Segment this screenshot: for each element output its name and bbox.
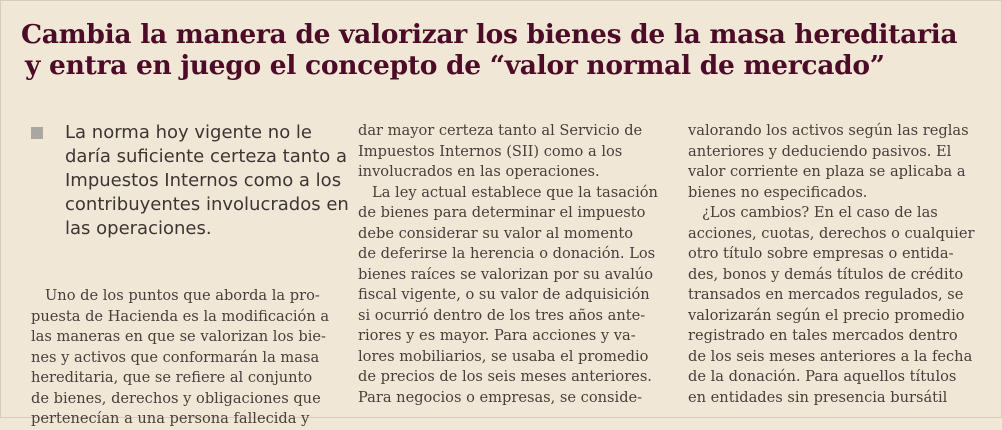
lead-line: Impuestos Internos como a los: [65, 170, 342, 191]
column-3-text: [688, 121, 1002, 408]
body-line: hereditaria, que se refiere al conjunto: [31, 369, 313, 386]
body-line: des, bonos y demás títulos de crédito: [688, 265, 964, 283]
body-line: lores mobiliarios, se usaba el promedio: [358, 347, 649, 365]
article-column-3: [688, 121, 1002, 408]
body-line: acciones, cuotas, derechos o cualquier: [688, 224, 975, 242]
body-line: otro título sobre empresas o entida-: [688, 245, 954, 262]
body-line: de deferirse la herencia o donación. Los: [358, 245, 656, 262]
article-column-1: [31, 121, 349, 430]
body-line: valorando los activos según las reglas: [688, 122, 969, 139]
body-line: de la donación. Para aquellos títulos: [688, 368, 957, 385]
lead-line: La norma hoy vigente no le: [65, 122, 312, 143]
body-line: riores y es mayor. Para acciones y va-: [358, 327, 636, 344]
lead-line: daría suficiente certeza tanto a: [65, 146, 347, 167]
body-line: las maneras en que se valorizan los bie-: [31, 328, 326, 345]
body-line: Para negocios o empresas, se conside-: [358, 388, 643, 406]
square-bullet-icon: [31, 127, 43, 139]
body-line: bienes no especificados.: [688, 183, 868, 201]
lead-summary: [31, 121, 375, 241]
body-line: de bienes, derechos y obligaciones que: [31, 389, 321, 407]
article-column-2: [358, 121, 673, 408]
body-line: puesta de Hacienda es la modificación a: [31, 307, 330, 325]
body-line: La ley actual establece que la tasación: [372, 183, 658, 201]
body-line: valorizarán según el precio promedio: [688, 306, 965, 324]
body-line: registrado en tales mercados dentro: [688, 327, 958, 344]
headline-line-1: Cambia la manera de valorizar los bienes de la masa hereditaria: [21, 19, 958, 50]
body-line: Impuestos Internos (SII) como a los: [358, 142, 623, 160]
body-line: si ocurrió dentro de los tres años ante-: [358, 306, 646, 324]
body-line: valor corriente en plaza se aplicaba a: [688, 163, 966, 180]
body-line: de bienes para determinar el impuesto: [358, 204, 646, 221]
column-2-text: [358, 121, 673, 408]
body-line: en entidades sin presencia bursátil: [688, 388, 948, 406]
body-line: fiscal vigente, o su valor de adquisición: [358, 286, 650, 303]
body-line: transados en mercados regulados, se: [688, 286, 964, 303]
body-line: debe considerar su valor al momento: [358, 224, 634, 242]
body-line: ¿Los cambios? En el caso de las: [702, 204, 938, 221]
body-line: bienes raíces se valorizan por su avalúo: [358, 265, 654, 283]
body-line: de los seis meses anteriores a la fecha: [688, 347, 973, 365]
body-line: anteriores y deduciendo pasivos. El: [688, 142, 952, 160]
body-line: pertenecían a una persona fallecida y: [31, 410, 310, 427]
lead-line: contribuyentes involucrados en: [65, 194, 349, 215]
body-line: involucrados en las operaciones.: [358, 163, 600, 180]
body-line: Uno de los puntos que aborda la pro-: [45, 287, 320, 304]
column-1-text: [31, 286, 341, 430]
body-line: dar mayor certeza tanto al Servicio de: [358, 122, 643, 139]
lead-line: las operaciones.: [65, 218, 212, 239]
headline-line-2: y entra en juego el concepto de “valor normal de mercado”: [25, 50, 885, 81]
body-line: de precios de los seis meses anteriores.: [358, 368, 652, 385]
body-line: nes y activos que conformarán la masa: [31, 348, 320, 366]
article-headline: [21, 19, 981, 81]
